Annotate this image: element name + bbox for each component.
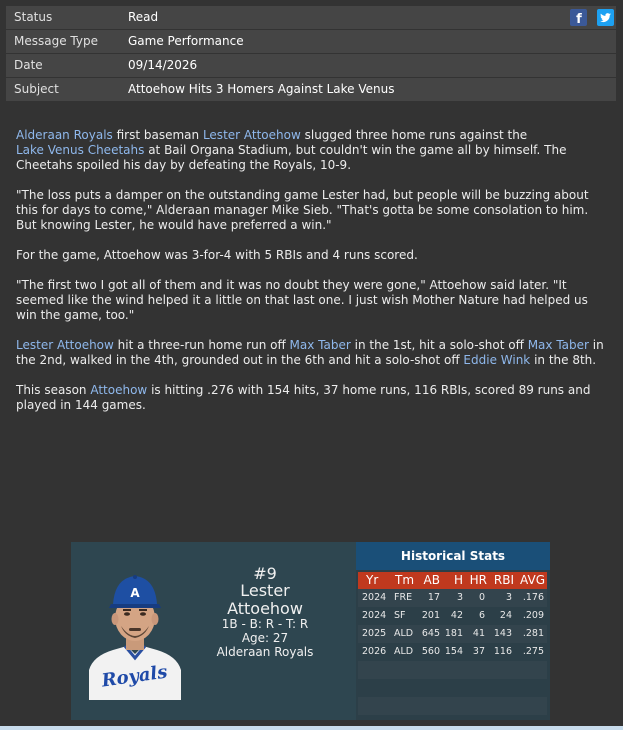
stats-header-cell: AB bbox=[423, 573, 440, 587]
stats-header-cell: Tm bbox=[395, 573, 415, 587]
player-card bbox=[71, 542, 356, 720]
player-info bbox=[199, 617, 331, 659]
svg-text:f: f bbox=[576, 12, 582, 26]
twitter-share-button[interactable] bbox=[597, 9, 614, 26]
player-link-max-taber[interactable]: Max Taber bbox=[289, 338, 351, 352]
player-first-name: Lester bbox=[240, 581, 290, 600]
svg-text:Royals: Royals bbox=[100, 661, 169, 692]
player-link-lester-attoehow[interactable]: Lester Attoehow bbox=[202, 128, 301, 142]
bottom-edge-strip bbox=[0, 726, 623, 730]
meta-row-date bbox=[6, 54, 616, 77]
svg-text:A: A bbox=[130, 586, 140, 600]
player-number: #9 bbox=[253, 564, 277, 583]
meta-label: Message Type bbox=[14, 34, 98, 48]
article-paragraph: "The loss puts a damper on the outstanding game Lester had, but people will be buzzing about this for days to come," Alderaan manager Mike Sieb. "That's gotta be some consolation to him. But knowing Lester, he would have preferred a win." bbox=[16, 188, 589, 232]
stats-row: 2024 FRE 17 3 0 3 .176 bbox=[358, 589, 547, 607]
player-link-lester-attoehow[interactable]: Lester Attoehow bbox=[16, 338, 114, 352]
article-paragraph: This season Attoehow is hitting .276 with 154 hits, 37 home runs, 116 RBIs, scored 89 runs and played in 144 games. bbox=[16, 383, 591, 412]
stats-row-empty bbox=[358, 697, 547, 715]
player-name[interactable] bbox=[211, 582, 319, 618]
article-paragraph: For the game, Attoehow was 3-for-4 with 5 RBIs and 4 runs scored. bbox=[16, 248, 418, 262]
facebook-share-button[interactable] bbox=[570, 9, 587, 26]
stats-header-cell: RBI bbox=[493, 573, 514, 587]
article-paragraph: Alderaan Royals first baseman Lester Attoehow slugged three home runs against the Lake Venus Cheetahs at Bail Organa Stadium, but couldn't win the game all by himself. The Cheetahs spoiled his day by defeating the Royals, 10-9. bbox=[16, 128, 567, 172]
stats-header-cell: HR bbox=[469, 573, 487, 587]
stats-row-empty bbox=[358, 679, 547, 697]
stats-header-row bbox=[358, 572, 547, 589]
player-photo[interactable] bbox=[89, 562, 181, 700]
facebook-icon bbox=[570, 9, 587, 26]
team-link-lake-venus-cheetahs[interactable]: Lake Venus Cheetahs bbox=[16, 143, 145, 157]
historical-stats-title: Historical Stats bbox=[356, 542, 550, 570]
player-link-attoehow[interactable]: Attoehow bbox=[90, 383, 148, 397]
meta-label: Date bbox=[14, 58, 43, 72]
player-age: Age: 27 bbox=[241, 631, 289, 645]
stats-header-cell: H bbox=[453, 573, 463, 587]
meta-value: 09/14/2026 bbox=[128, 58, 198, 72]
historical-stats-panel bbox=[356, 542, 550, 720]
meta-row-message-type bbox=[6, 30, 616, 53]
meta-value: Game Performance bbox=[128, 34, 244, 48]
meta-label: Status bbox=[14, 10, 53, 24]
stats-row-empty bbox=[358, 661, 547, 679]
player-team: Alderaan Royals bbox=[216, 645, 314, 659]
meta-value: Attoehow Hits 3 Homers Against Lake Venus bbox=[128, 82, 395, 96]
stats-header-cell: AVG bbox=[520, 573, 545, 587]
stats-row: 2024 SF 201 42 6 24 .209 bbox=[358, 607, 547, 625]
player-position-bats-throws: 1B - B: R - T: R bbox=[221, 617, 309, 631]
team-link-alderaan-royals[interactable]: Alderaan Royals bbox=[16, 128, 113, 142]
stats-header-cell: Yr bbox=[366, 573, 379, 587]
stats-row: 2026 ALD 560 154 37 116 .275 bbox=[358, 643, 547, 661]
meta-label: Subject bbox=[14, 82, 59, 96]
player-last-name: Attoehow bbox=[227, 599, 303, 618]
article-paragraph: Lester Attoehow hit a three-run home run off Max Taber in the 1st, hit a solo-shot off Max Taber in the 2nd, walked in the 4th, grounded out in the 6th and hit a solo-shot off Eddie Wink in the 8th. bbox=[16, 338, 604, 367]
article-paragraph: "The first two I got all of them and it was no doubt they were gone," Attoehow said later. "It seemed like the wind helped it a little on that last one. I just wish Mother Nature had helped us win the game, too." bbox=[16, 278, 588, 322]
stats-row: 2025 ALD 645 181 41 143 .281 bbox=[358, 625, 547, 643]
meta-row-subject bbox=[6, 78, 616, 101]
player-link-max-taber[interactable]: Max Taber bbox=[527, 338, 589, 352]
twitter-icon bbox=[597, 9, 614, 26]
player-link-eddie-wink[interactable]: Eddie Wink bbox=[463, 353, 531, 367]
article-body bbox=[16, 128, 604, 428]
meta-value: Read bbox=[128, 10, 159, 24]
message-meta-table bbox=[6, 6, 616, 102]
meta-row-status bbox=[6, 6, 616, 29]
